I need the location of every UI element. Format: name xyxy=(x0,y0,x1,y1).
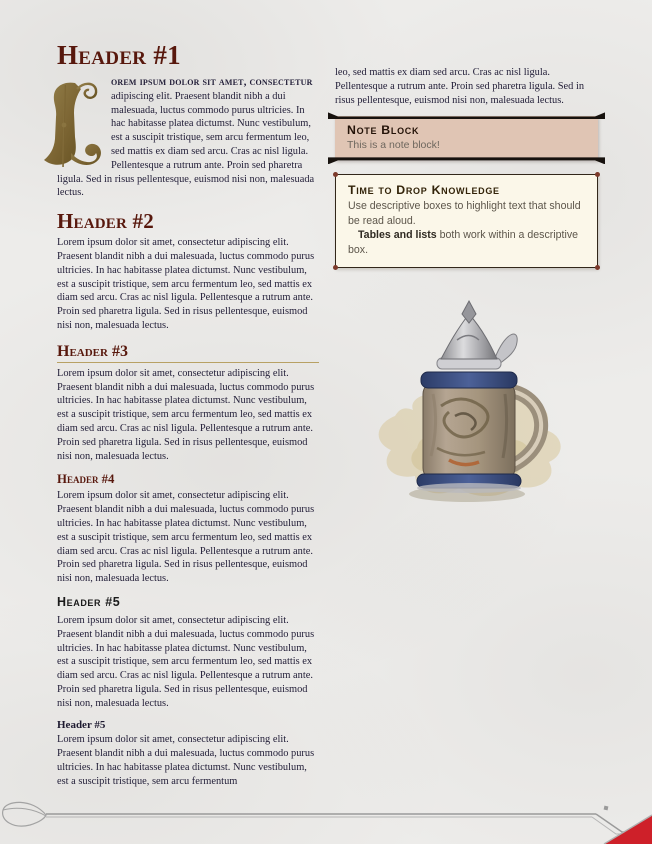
header-5: Header #5 xyxy=(57,594,121,609)
header-2: Header #2 xyxy=(57,209,154,234)
paragraph-truncated: Lorem ipsum dolor sit amet, consectetur adipiscing elit. Praesent blandit nibh a dui malesuada, luctus commodo purus ultricies. In hac habitasse platea dictumst. Nunc vestibulum, est a suscipit tristique, sem arcu fermentum xyxy=(57,734,315,787)
corner-pin-icon xyxy=(595,172,600,177)
descriptive-box-line1: Use descriptive boxes to highlight text that should be read aloud. xyxy=(348,200,581,227)
descriptive-box-line2 xyxy=(348,228,585,257)
paragraph: Lorem ipsum dolor sit amet, consectetur adipiscing elit. Praesent blandit nibh a dui malesuada, luctus commodo purus ultricies. In hac habitasse platea dictumst. Nunc vestibulum, est a suscipit tristique, sem arcu fermentum leo, sed mattis ex diam sed arcu. Cras ac nisl ligula. Pellentesque a rutrum ante. Proin sed pharetra ligula. Sed in risus pellentesque, euismod nisi non, malesuada lectus. xyxy=(57,614,315,709)
left-column xyxy=(57,40,319,798)
beer-stein-illustration xyxy=(357,298,577,513)
paragraph-lead-smallcaps: orem ipsum dolor sit amet, consectetur xyxy=(111,76,313,88)
header-3: Header #3 xyxy=(57,342,319,363)
corner-pin-icon xyxy=(333,172,338,177)
descriptive-box xyxy=(335,174,598,268)
dropcap-letter-L-icon xyxy=(41,79,105,171)
descriptive-box-line2-rest: both work within a descriptive box. xyxy=(348,229,579,256)
footer-flourish xyxy=(0,794,652,844)
header-5-bold: Header #5 xyxy=(57,719,106,732)
corner-pin-icon xyxy=(595,265,600,270)
note-block xyxy=(335,116,598,160)
descriptive-box-title: Time to Drop Knowledge xyxy=(348,183,500,198)
paragraph: Lorem ipsum dolor sit amet, consectetur adipiscing elit. Praesent blandit nibh a dui malesuada, luctus commodo purus ultricies. In hac habitasse platea dictumst. Nunc vestibulum, est a suscipit tristique, sem arcu fermentum leo, sed mattis ex diam sed arcu. Cras ac nisl ligula. Pellentesque a rutrum ante. Proin sed pharetra ligula. Sed in risus pellentesque, euismod nisi non, malesuada lectus. xyxy=(57,237,315,331)
header-4: Header #4 xyxy=(57,472,115,487)
paragraph-continuation: leo, sed mattis ex diam sed arcu. Cras ac nisl ligula. Pellentesque a rutrum ante. Proin sed pharetra ligula. Sed in risus pellentesque, euismod nisi non, malesuada lectus. xyxy=(335,67,585,106)
descriptive-box-bold-lead: Tables and lists xyxy=(358,229,437,242)
header-1: Header #1 xyxy=(57,40,181,70)
paragraph: Lorem ipsum dolor sit amet, consectetur adipiscing elit. Praesent blandit nibh a dui malesuada, luctus commodo purus ultricies. In hac habitasse platea dictumst. Nunc vestibulum, est a suscipit tristique, sem arcu fermentum leo, sed mattis ex diam sed arcu. Cras ac nisl ligula. Pellentesque a rutrum ante. Proin sed pharetra ligula. Sed in risus pellentesque, euismod nisi non, malesuada lectus. xyxy=(57,367,315,462)
note-block-bottom-bar xyxy=(328,157,605,164)
paragraph-text: adipiscing elit. Praesent blandit nibh a dui malesuada, luctus commodo purus ultricies. In hac habitasse platea dictumst. Nunc vestibulum, est a suscipit tristique, sem arcu fermentum leo, sed mattis ex diam sed arcu. Cras ac nisl ligula. Pellentesque a rutrum ante. Proin sed pharetra ligula. Sed in risus pellentesque, euismod nisi non, malesuada lectus. xyxy=(57,90,315,199)
corner-pin-icon xyxy=(333,265,338,270)
note-block-top-bar xyxy=(328,112,605,119)
note-block-title: Note Block xyxy=(347,123,420,138)
paragraph-dropcap xyxy=(57,76,319,200)
right-column xyxy=(335,66,598,513)
note-block-body: This is a note block! xyxy=(347,139,440,152)
paragraph: Lorem ipsum dolor sit amet, consectetur adipiscing elit. Praesent blandit nibh a dui malesuada, luctus commodo purus ultricies. In hac habitasse platea dictumst. Nunc vestibulum, est a suscipit tristique, sem arcu fermentum leo, sed mattis ex diam sed arcu. Cras ac nisl ligula. Pellentesque a rutrum ante. Proin sed pharetra ligula. Sed in risus pellentesque, euismod nisi non, malesuada lectus. xyxy=(57,490,315,585)
